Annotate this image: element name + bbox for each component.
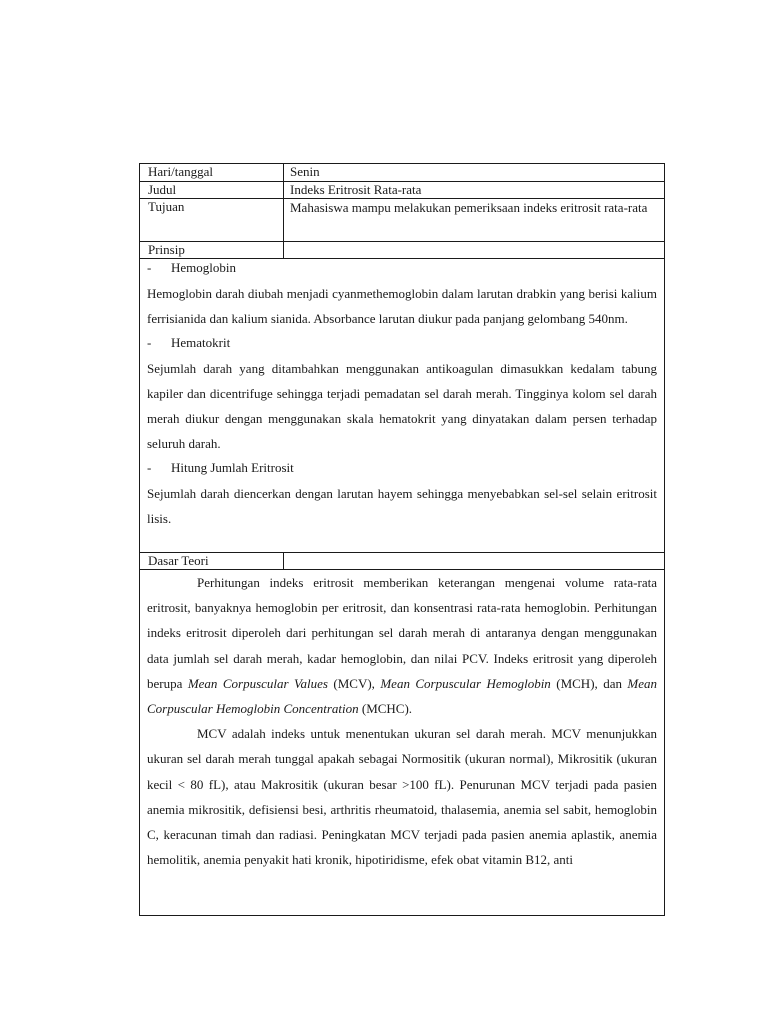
dasar-teori-content: [140, 570, 664, 914]
paragraph-mcv: MCV adalah indeks untuk menentukan ukuran sel darah merah. MCV menunjukkan ukuran sel darah merah tunggal apakah sebagai Normositik (ukuran normal), Mikrositik (ukuran kecil < 80 fL), atau Makrositik (ukuran besar >100 fL). Penurunan MCV terjadi pada pasien anemia mikrositik, defisiensi besi, arthritis rheumatoid, thalasemia, anemia sel sabit, hemoglobin C, keracunan timah dan radiasi. Peningkatan MCV terjadi pada pasien anemia aplastik, anemia hemolitik, anemia penyakit hati kronik, hipotiridisme, efek obat vitamin B12, anti: [147, 726, 657, 868]
label-tujuan: Tujuan: [140, 199, 284, 241]
prinsip-content: [140, 260, 664, 553]
paragraph-hitung-eritrosit: Sejumlah darah diencerkan dengan larutan hayem sehingga menyebabkan sel-sel selain eritrosit lisis.: [147, 486, 657, 526]
p1-text-a: Perhitungan indeks eritrosit memberikan keterangan mengenai volume rata-rata eritrosit, banyaknya hemoglobin per eritrosit, dan konsentrasi rata-rata hemoglobin. Perhitungan indeks eritrosit diperoleh dari perhitungan sel darah merah di antaranya dengan menggunakan data jumlah sel darah merah, kadar hemoglobin, dan nilai PCV. Indeks eritrosit yang diperoleh berupa: [147, 575, 657, 691]
label-prinsip: Prinsip: [140, 242, 284, 258]
p1-text-d: (MCHC).: [358, 701, 413, 717]
bullet-hemoglobin: [147, 260, 657, 276]
p1-term-mchc: Mean Corpuscular Hemoglobin Concentration: [147, 675, 658, 717]
bullet-dash: -: [147, 260, 152, 275]
row-hari-tanggal: [140, 164, 664, 182]
value-judul: Indeks Eritrosit Rata-rata: [290, 182, 422, 197]
report-table: [139, 163, 665, 916]
bullet-title: Hematokrit: [171, 335, 231, 350]
paragraph-hematokrit: Sejumlah darah yang ditambahkan menggunakan antikoagulan dimasukkan kedalam tabung kapiler dan dicentrifuge sehingga terjadi pemadatan sel darah merah. Tingginya kolom sel darah merah diukur dengan menggunakan skala hematokrit yang dinyatakan dalam persen terhadap seluruh darah.: [147, 361, 657, 451]
p1-term-mcv: Mean Corpuscular Values: [187, 675, 328, 691]
bullet-hitung-eritrosit: [147, 460, 657, 476]
label-hari-tanggal: Hari/tanggal: [140, 164, 284, 181]
bullet-dash: -: [147, 460, 152, 475]
value-dasar-teori: [284, 553, 664, 569]
row-dasar-teori: [140, 553, 664, 570]
paragraph-hemoglobin: Hemoglobin darah diubah menjadi cyanmethemoglobin dalam larutan drabkin yang berisi kalium ferrisianida dan kalium sianida. Absorbance larutan diukur pada panjang gelombang 540nm.: [147, 286, 657, 326]
value-prinsip: [284, 242, 664, 258]
row-tujuan: [140, 199, 664, 242]
bullet-hematokrit: [147, 335, 657, 351]
value-tujuan: Mahasiswa mampu melakukan pemeriksaan indeks eritrosit rata-rata: [290, 200, 648, 215]
label-judul: Judul: [140, 182, 284, 198]
p1-term-mch: Mean Corpuscular Hemoglobin: [380, 675, 551, 691]
paragraph-indeks-eritrosit: [147, 570, 657, 721]
p1-text-c: (MCH), dan: [550, 675, 628, 691]
row-prinsip: [140, 242, 664, 259]
bullet-title: Hemoglobin: [171, 260, 236, 275]
value-hari-tanggal: Senin: [290, 164, 320, 179]
label-dasar-teori: Dasar Teori: [140, 553, 284, 569]
p1-text-b: (MCV),: [327, 675, 381, 691]
bullet-title: Hitung Jumlah Eritrosit: [171, 460, 294, 475]
bullet-dash: -: [147, 335, 152, 350]
